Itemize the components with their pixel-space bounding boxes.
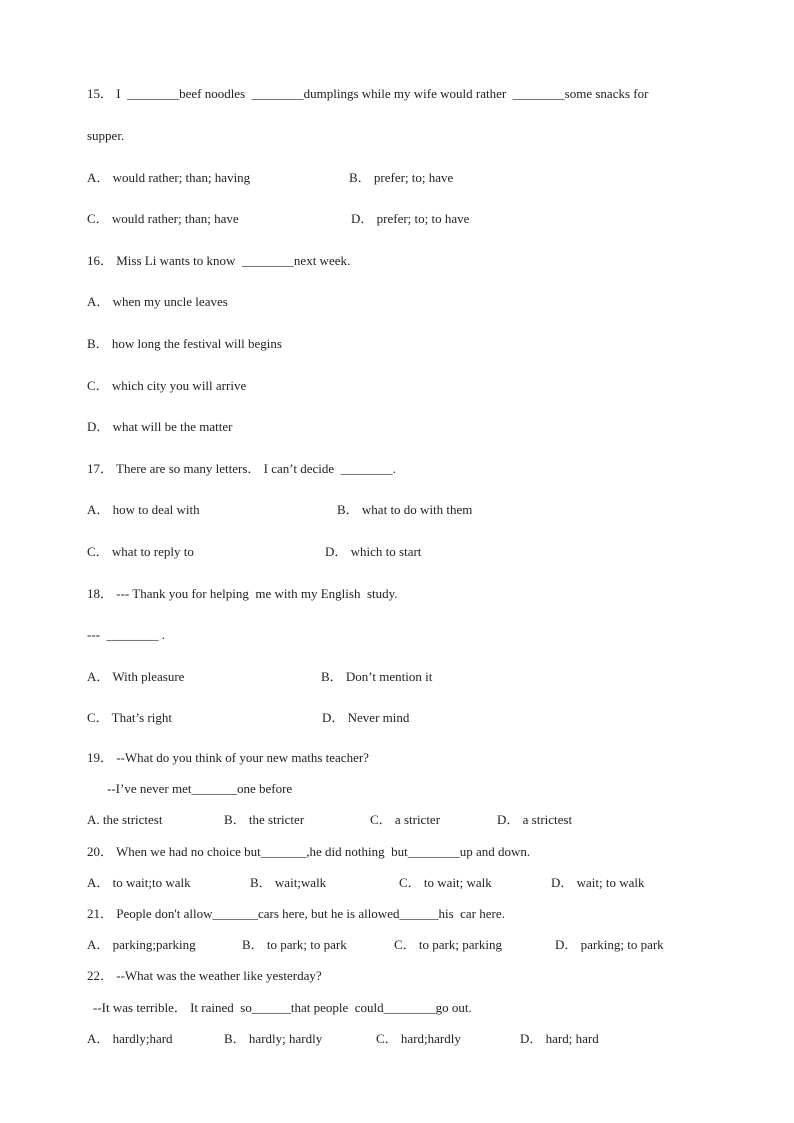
q16-option-d: D． what will be the matter bbox=[87, 419, 233, 434]
q22-option-c: C． hard;hardly bbox=[376, 1031, 461, 1046]
q15-option-c: C． would rather; than; have bbox=[87, 211, 239, 226]
q15-stem-line2: supper. bbox=[87, 128, 125, 143]
q18-option-b: B． Don’t mention it bbox=[321, 669, 433, 684]
q22-option-d: D． hard; hard bbox=[520, 1031, 599, 1046]
q17-stem: 17． There are so many letters． I can’t decide ________. bbox=[87, 461, 396, 476]
q16-stem: 16． Miss Li wants to know ________next week. bbox=[87, 253, 351, 268]
q22-option-a: A． hardly;hard bbox=[87, 1031, 173, 1046]
q20-option-d: D． wait; to walk bbox=[551, 875, 645, 890]
q15-option-d: D． prefer; to; to have bbox=[351, 211, 470, 226]
q19-answer-line: --I’ve never met_______one before bbox=[107, 781, 293, 796]
q16-option-c: C． which city you will arrive bbox=[87, 378, 247, 393]
q18-option-d: D． Never mind bbox=[322, 710, 410, 725]
q22-option-b: B． hardly; hardly bbox=[224, 1031, 323, 1046]
q21-option-d: D． parking; to park bbox=[555, 937, 664, 952]
q18-stem: 18． --- Thank you for helping me with my English study. bbox=[87, 586, 398, 601]
q18-option-a: A． With pleasure bbox=[87, 669, 185, 684]
q16-option-a: A． when my uncle leaves bbox=[87, 294, 228, 309]
q16-option-b: B． how long the festival will begins bbox=[87, 336, 282, 351]
q20-option-c: C． to wait; walk bbox=[399, 875, 492, 890]
q19-stem: 19． --What do you think of your new maths teacher? bbox=[87, 750, 369, 765]
q15-option-a: A． would rather; than; having bbox=[87, 170, 251, 185]
q15-option-b: B． prefer; to; have bbox=[349, 170, 454, 185]
q18-option-c: C． That’s right bbox=[87, 710, 172, 725]
q20-option-b: B． wait;walk bbox=[250, 875, 327, 890]
q18-answer-line: --- ________ . bbox=[87, 627, 165, 642]
q19-option-d: D． a strictest bbox=[497, 812, 573, 827]
q22-answer-line: --It was terrible． It rained so______that people could________go out. bbox=[93, 1000, 472, 1015]
q21-option-b: B． to park; to park bbox=[242, 937, 347, 952]
q20-option-a: A． to wait;to walk bbox=[87, 875, 191, 890]
q17-option-c: C． what to reply to bbox=[87, 544, 194, 559]
q19-option-a: A. the strictest bbox=[87, 812, 163, 827]
q21-option-a: A． parking;parking bbox=[87, 937, 196, 952]
q19-option-b: B． the stricter bbox=[224, 812, 305, 827]
q21-stem: 21． People don't allow_______cars here, but he is allowed______his car here. bbox=[87, 906, 505, 921]
q17-option-a: A． how to deal with bbox=[87, 502, 200, 517]
q20-stem: 20． When we had no choice but_______,he did nothing but________up and down. bbox=[87, 844, 531, 859]
q17-option-d: D． which to start bbox=[325, 544, 422, 559]
q21-option-c: C． to park; parking bbox=[394, 937, 502, 952]
q22-stem: 22． --What was the weather like yesterday? bbox=[87, 968, 322, 983]
q17-option-b: B． what to do with them bbox=[337, 502, 473, 517]
q15-stem-line1: 15． I ________beef noodles ________dumplings while my wife would rather ________some snacks for bbox=[87, 86, 649, 101]
q19-option-c: C． a stricter bbox=[370, 812, 441, 827]
